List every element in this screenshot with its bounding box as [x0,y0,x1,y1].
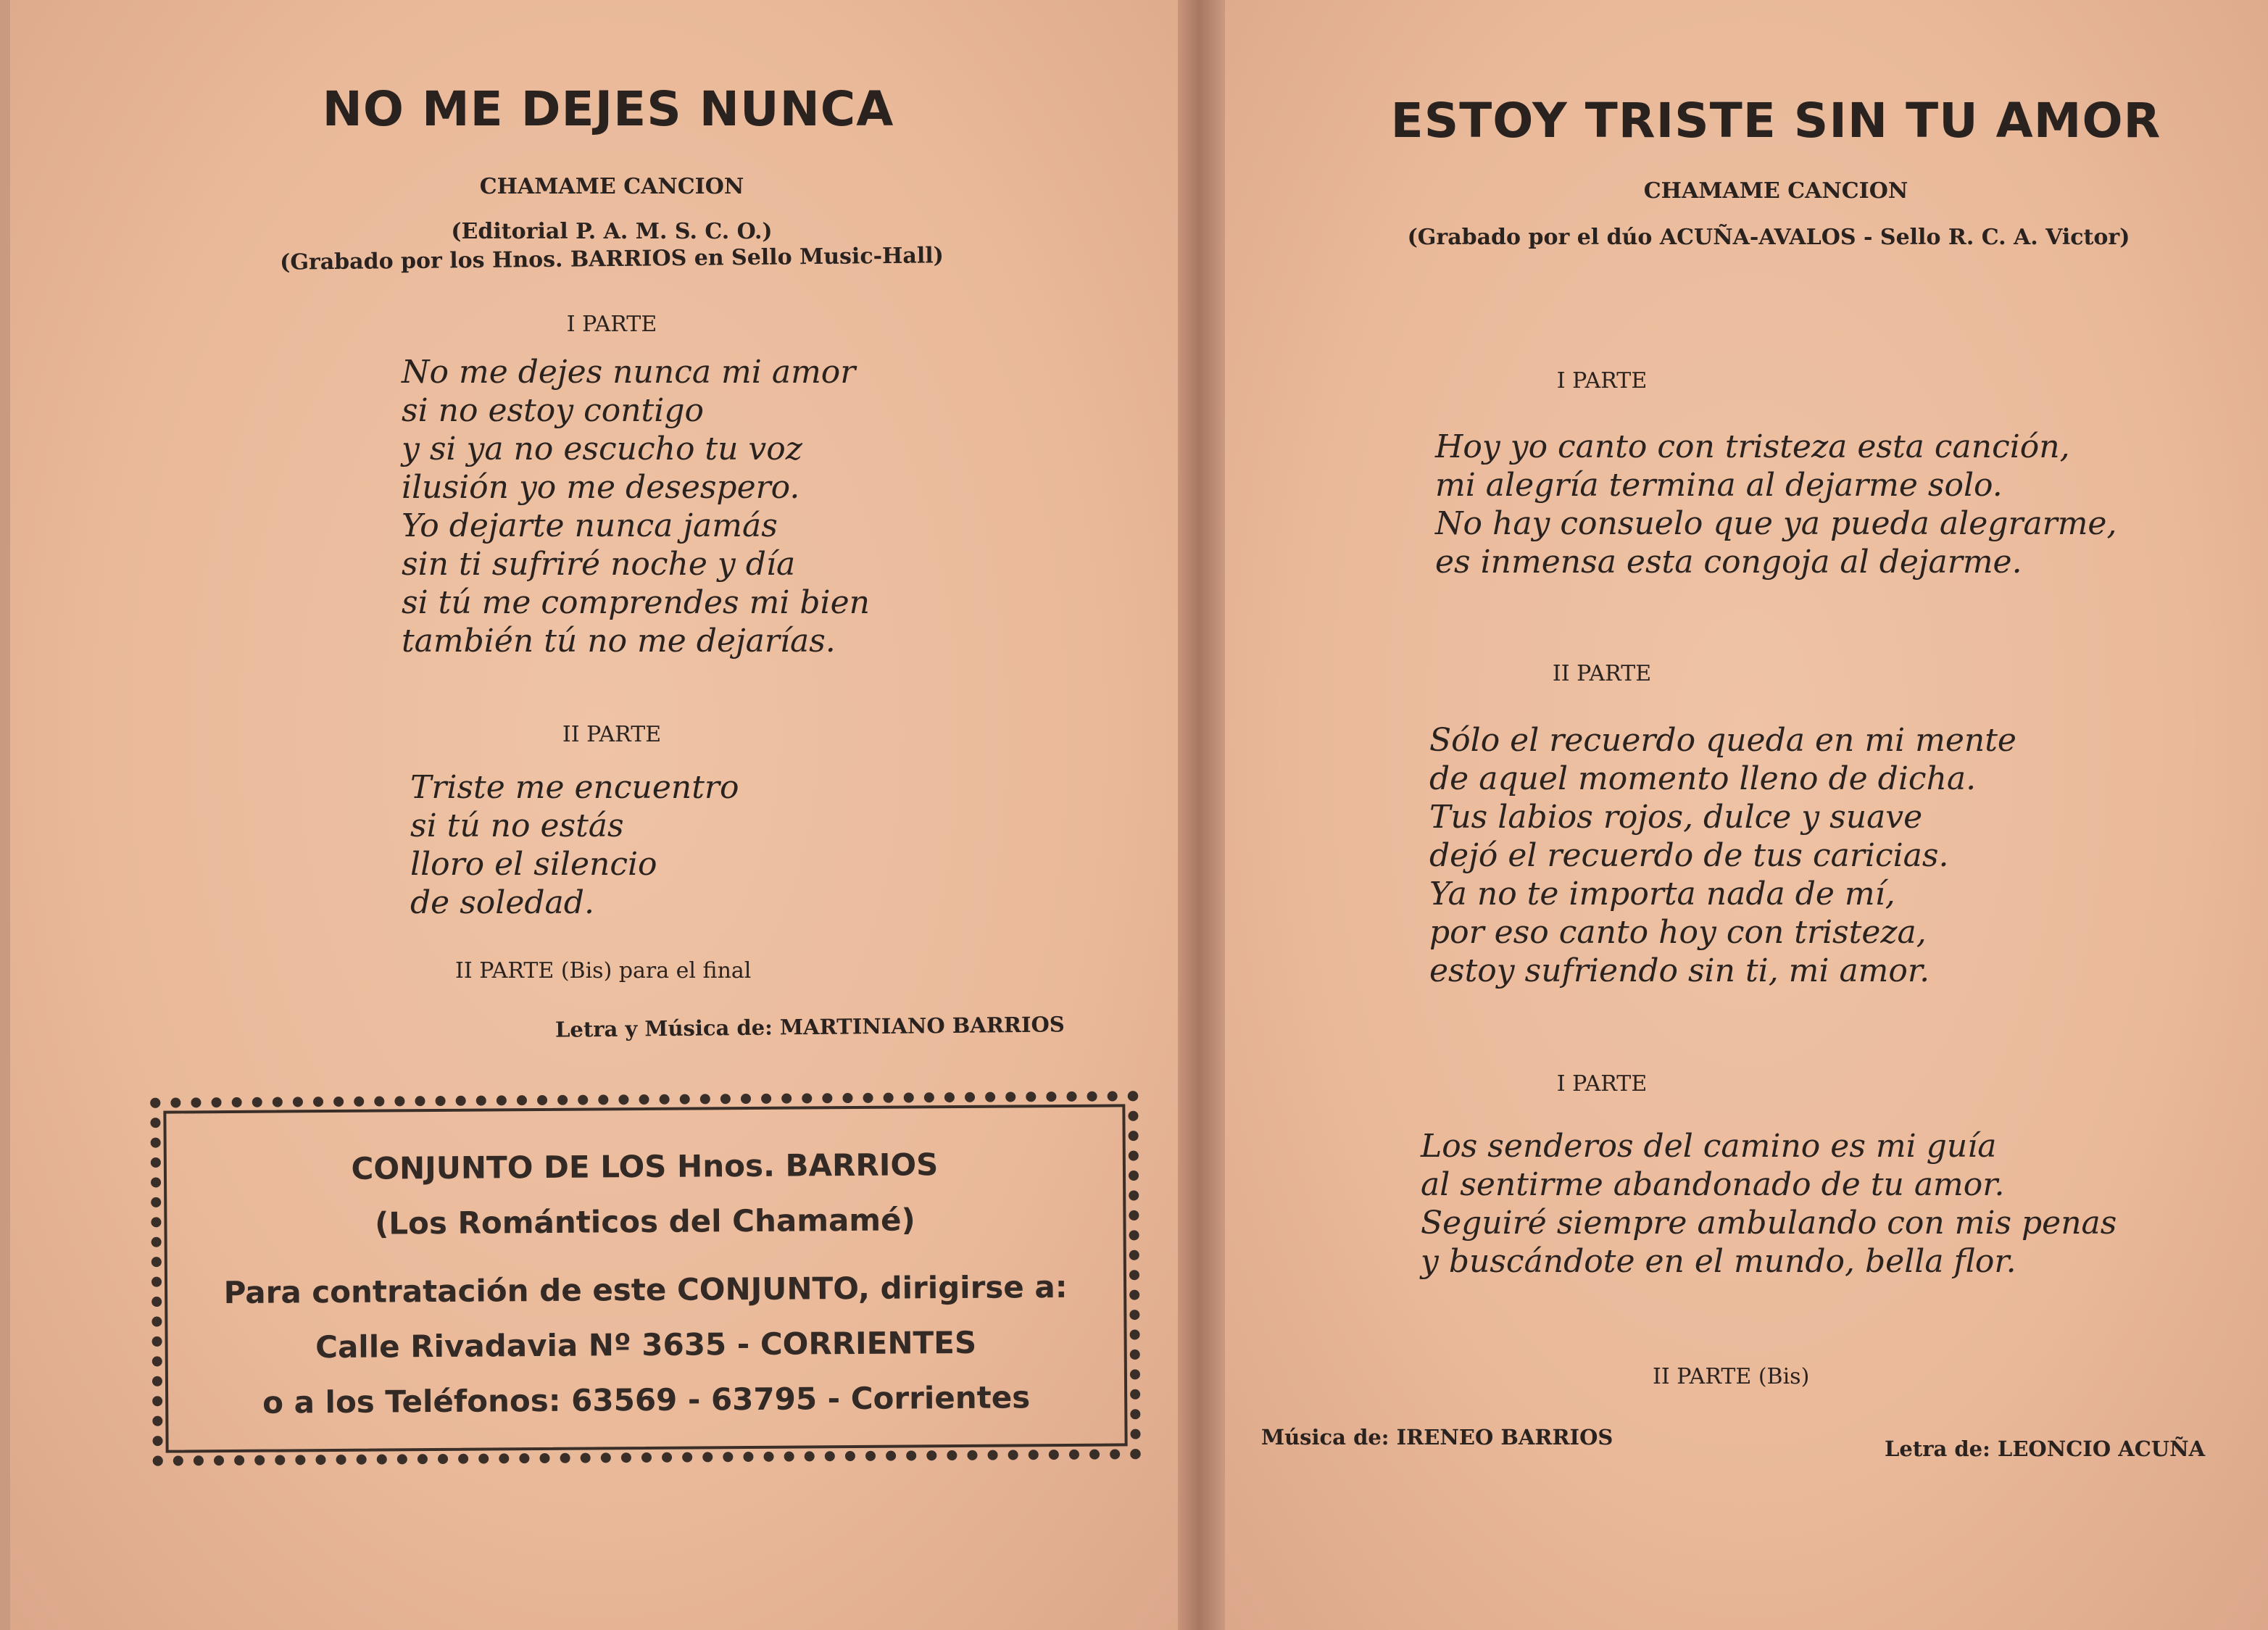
ad-address: Calle Rivadavia Nº 3635 - CORRIENTES [315,1324,977,1365]
verse-line: Triste me encuentro [410,769,739,806]
song-genre: CHAMAME CANCION [1643,178,1908,204]
song-editorial: (Editorial P. A. M. S. C. O.) [451,219,773,244]
ad-line [160,1101,1130,1431]
verse-line: si tú no estás [410,807,624,844]
ad-heading: CONJUNTO DE LOS Hnos. BARRIOS [351,1147,939,1186]
song-recording: (Grabado por los Hnos. BARRIOS en Sello Music-Hall) [279,243,944,275]
bis-note: II PARTE (Bis) para el final [455,958,752,984]
verse-line: mi alegría termina al dejarme solo. [1435,467,2003,504]
part-label: I PARTE [1556,1071,1648,1097]
verse-line: también tú no me dejarías. [402,623,836,660]
verse-part2 [1429,721,2016,990]
verse-line: Tus labios rojos, dulce y suave [1429,799,1923,836]
lyrics-credit: Letra de: LEONCIO ACUÑA [1885,1436,2206,1461]
part-label: II PARTE [562,722,662,747]
right-page [1225,0,2268,1630]
verse-line: lloro el silencio [410,846,657,883]
verse-line: Yo dejarte nunca jamás [402,507,778,544]
verse-part2 [410,768,739,922]
verse-line: por eso canto hoy con tristeza, [1429,914,1927,951]
verse-line: Hoy yo canto con tristeza esta canción, [1435,428,2070,465]
verse-line: de soledad. [410,884,594,921]
verse-line: y si ya no escucho tu voz [402,431,802,467]
verse-line: sin ti sufriré noche y día [402,546,796,583]
song-title: ESTOY TRISTE SIN TU AMOR [1390,93,2161,149]
verse-line: de aquel momento lleno de dicha. [1429,760,1977,797]
verse-line: si tú me comprendes mi bien [402,584,870,621]
verse-part1 [1435,428,2117,581]
verse-line: Ya no te importa nada de mí, [1429,876,1895,912]
song-credit: Letra y Música de: MARTINIANO BARRIOS [554,1012,1065,1042]
part-label [1225,368,1979,394]
verse-line: No me dejes nunca mi amor [402,354,856,391]
part-label: I PARTE [566,312,657,337]
ad-phones: o a los Teléfonos: 63569 - 63795 - Corrientes [262,1379,1031,1421]
ad-text: Para contratación de este CONJUNTO, dirigirse a: [223,1268,1068,1311]
verse-line: dejó el recuerdo de tus caricias. [1429,837,1949,874]
bis-note: II PARTE (Bis) [1653,1364,1810,1389]
book-spine [1178,0,1225,1630]
verse-line: y buscándote en el mundo, bella flor. [1421,1243,2016,1280]
verse-line: al sentirme abandonado de tu amor. [1421,1166,2005,1203]
verse-line: estoy sufriendo sin ti, mi amor. [1429,952,1930,989]
music-credit: Música de: IRENEO BARRIOS [1261,1425,1613,1450]
song-title: NO ME DEJES NUNCA [322,81,894,137]
part-label: II PARTE [1552,661,1652,686]
verse-line: Los senderos del camino es mi guía [1421,1128,1997,1165]
song-genre: CHAMAME CANCION [479,174,744,199]
verse-line: No hay consuelo que ya pueda alegrarme, [1435,505,2117,542]
verse-line: si no estoy contigo [402,392,704,429]
verse-line: es inmensa esta congoja al dejarme. [1435,544,2022,581]
advertisement-box [150,1091,1141,1466]
verse-line: Sólo el recuerdo queda en mi mente [1429,722,2016,759]
part-label-text: I PARTE [1556,368,1648,394]
verse-line: ilusión yo me desespero. [402,469,800,506]
verse-part3 [1421,1127,2117,1281]
verse-part1 [402,353,870,660]
ad-subheading: (Los Románticos del Chamamé) [374,1202,915,1242]
song-recording: (Grabado por el dúo ACUÑA-AVALOS - Sello R. C. A. Victor) [1407,225,2130,250]
verse-line: Seguiré siempre ambulando con mis penas [1421,1205,2117,1242]
